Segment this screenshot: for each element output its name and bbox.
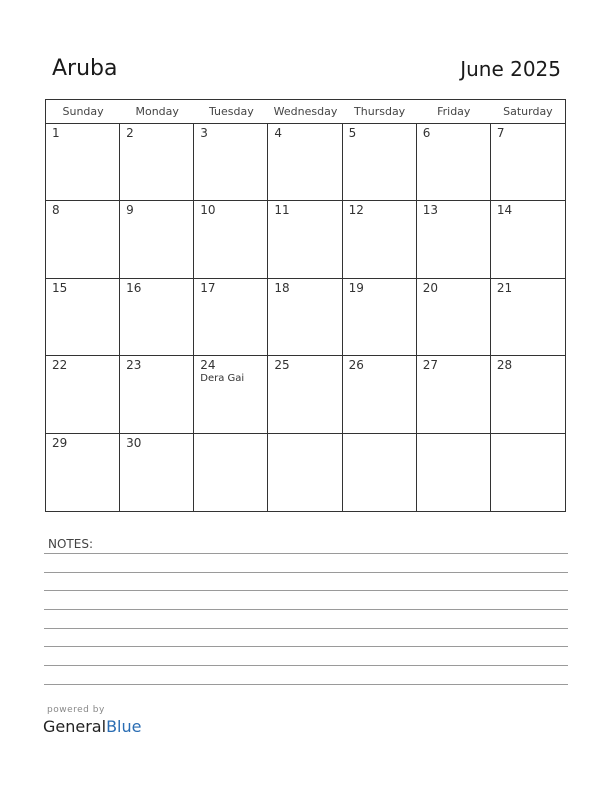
day-number: 5 — [348, 126, 357, 140]
day-number: 19 — [348, 280, 364, 295]
weekday-friday: Friday — [437, 105, 471, 118]
weekday-saturday: Saturday — [503, 105, 553, 118]
day-cell — [120, 201, 194, 278]
day-cell — [46, 434, 120, 511]
day-number: 21 — [496, 280, 513, 295]
weekday-header-row — [46, 100, 565, 124]
day-cell — [120, 279, 194, 356]
day-cell — [343, 279, 417, 356]
day-cell — [120, 124, 194, 201]
day-number: 17 — [200, 280, 216, 295]
day-cell — [268, 201, 342, 278]
day-number: 26 — [348, 358, 364, 373]
day-cell — [194, 124, 268, 201]
note-line — [44, 609, 568, 610]
day-cell — [194, 201, 268, 278]
brand-logo — [43, 717, 141, 736]
day-cell — [343, 201, 417, 278]
day-cell — [343, 124, 417, 201]
day-cell — [417, 434, 491, 511]
day-cell — [268, 124, 342, 201]
day-cell — [194, 356, 268, 433]
day-number: 6 — [422, 126, 431, 140]
day-cells — [46, 124, 565, 511]
day-cell — [343, 434, 417, 511]
day-number: 3 — [200, 126, 208, 140]
day-cell — [268, 434, 342, 511]
day-number: 11 — [274, 203, 290, 218]
day-number: 1 — [52, 126, 60, 140]
day-cell — [417, 201, 491, 278]
day-number: 15 — [52, 280, 68, 295]
weekday-sunday: Sunday — [62, 105, 104, 118]
day-cell — [194, 279, 268, 356]
day-cell — [120, 356, 194, 433]
day-number: 30 — [126, 435, 142, 450]
month-year-title: June 2025 — [460, 57, 561, 81]
notes-label: NOTES: — [48, 537, 93, 551]
day-cell — [194, 434, 268, 511]
day-cell — [46, 124, 120, 201]
day-cell — [268, 279, 342, 356]
weekday-wednesday: Wednesday — [273, 105, 338, 118]
note-line — [44, 553, 568, 554]
day-number: 29 — [52, 435, 68, 450]
country-title: Aruba — [52, 56, 118, 81]
day-number: 7 — [496, 126, 505, 140]
weekday-tuesday: Tuesday — [208, 105, 254, 118]
note-line — [44, 590, 568, 591]
day-cell — [46, 356, 120, 433]
day-cell — [417, 124, 491, 201]
day-number: 8 — [52, 203, 60, 218]
day-number: 23 — [126, 358, 142, 373]
day-number: 12 — [348, 203, 364, 218]
day-cell — [268, 356, 342, 433]
day-number: 13 — [422, 203, 438, 218]
day-number: 22 — [52, 358, 68, 373]
day-cell — [491, 434, 565, 511]
note-line — [44, 684, 568, 685]
day-number: 2 — [126, 126, 134, 140]
day-cell — [46, 279, 120, 356]
powered-by-text: powered by — [47, 705, 105, 715]
holiday-label: Dera Gai — [200, 373, 245, 385]
day-cell — [417, 356, 491, 433]
day-number: 4 — [274, 126, 283, 140]
day-number: 25 — [274, 358, 290, 373]
day-number: 28 — [496, 358, 513, 373]
day-number: 10 — [200, 203, 216, 218]
brand-second: Blue — [106, 717, 142, 736]
weekday-thursday: Thursday — [354, 105, 406, 118]
day-cell — [491, 356, 565, 433]
day-number: 16 — [126, 280, 142, 295]
day-cell — [120, 434, 194, 511]
day-number: 9 — [126, 203, 134, 218]
day-cell — [491, 279, 565, 356]
weekday-monday: Monday — [135, 105, 179, 118]
note-line — [44, 646, 568, 647]
day-number: 18 — [274, 280, 290, 295]
note-line — [44, 628, 568, 629]
day-cell — [343, 356, 417, 433]
day-number: 20 — [422, 280, 438, 295]
note-line — [44, 665, 568, 666]
day-cell — [46, 201, 120, 278]
day-number: 24 — [200, 358, 216, 373]
day-cell — [417, 279, 491, 356]
day-cell — [491, 124, 565, 201]
note-line — [44, 572, 568, 573]
day-number: 27 — [422, 358, 438, 373]
brand-first: General — [43, 717, 107, 736]
day-cell — [491, 201, 565, 278]
calendar-grid — [45, 99, 566, 512]
day-number: 14 — [496, 203, 513, 218]
